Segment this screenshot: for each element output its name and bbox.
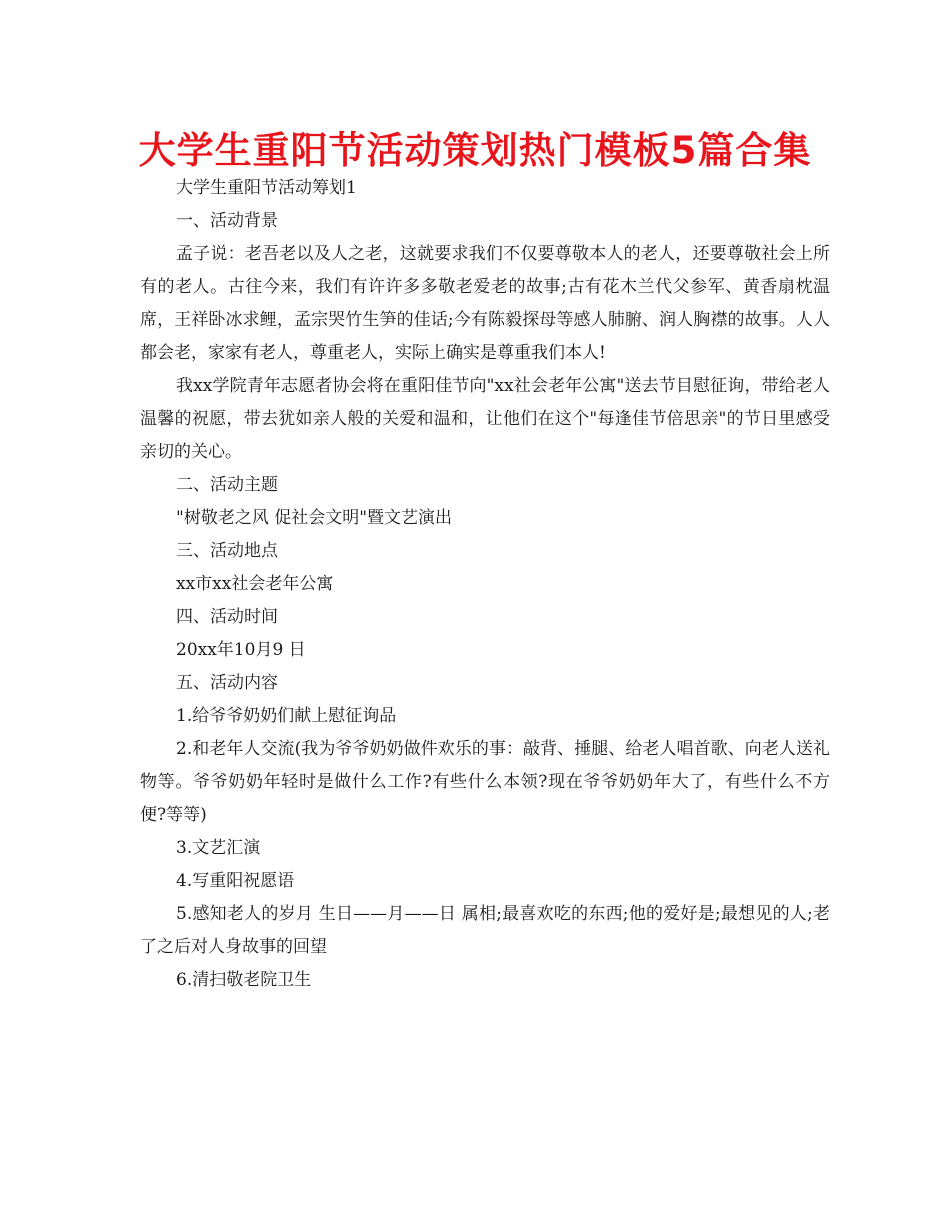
paragraph-background: 孟子说：老吾老以及人之老，这就要求我们不仅要尊敬本人的老人，还要尊敬社会上所有的老人。古往今来，我们有许许多多敬老爱老的故事;古有花木兰代父参军、黄香扇枕温席，王祥卧冰求鲤，孟宗哭竹生笋的佳话;今有陈毅探母等感人肺腑、润人胸襟的故事。人人都会老，家家有老人，尊重老人，实际上确实是尊重我们本人! — [140, 244, 830, 363]
content-item-4: 4.写重阳祝愿语 — [176, 871, 295, 891]
content-item-1: 1.给爷爷奶奶们献上慰征询品 — [176, 706, 397, 726]
section-heading-plan: 大学生重阳节活动筹划1 — [176, 178, 357, 198]
section-heading-content: 五、活动内容 — [176, 673, 278, 693]
document-body — [140, 172, 830, 997]
section-heading-theme: 二、活动主题 — [176, 475, 278, 495]
section-heading-background: 一、活动背景 — [176, 211, 278, 231]
document-title: 大学生重阳节活动策划热门模板5篇合集 — [138, 129, 812, 172]
content-item-5: 5.感知老人的岁月 生日——月——日 属相;最喜欢吃的东西;他的爱好是;最想见的人;老了之后对人身故事的回望 — [140, 904, 830, 957]
content-item-6: 6.清扫敬老院卫生 — [176, 970, 312, 990]
content-item-3: 3.文艺汇演 — [176, 838, 261, 858]
paragraph-location: xx市xx社会老年公寓 — [176, 574, 334, 594]
paragraph-association: 我xx学院青年志愿者协会将在重阳佳节向"xx社会老年公寓"送去节目慰征询，带给老人温馨的祝愿，带去犹如亲人般的关爱和温和，让他们在这个"每逢佳节倍思亲"的节日里感受亲切的关心。 — [140, 376, 830, 462]
section-heading-location: 三、活动地点 — [176, 541, 278, 561]
paragraph-theme: "树敬老之风 促社会文明"暨文艺演出 — [176, 508, 453, 528]
section-heading-time: 四、活动时间 — [176, 607, 278, 627]
content-item-2: 2.和老年人交流(我为爷爷奶奶做件欢乐的事：敲背、捶腿、给老人唱首歌、向老人送礼物等。爷爷奶奶年轻时是做什么工作?有些什么本领?现在爷爷奶奶年大了，有些什么不方便?等等) — [140, 739, 830, 825]
paragraph-time: 20xx年10月9 日 — [176, 640, 306, 660]
